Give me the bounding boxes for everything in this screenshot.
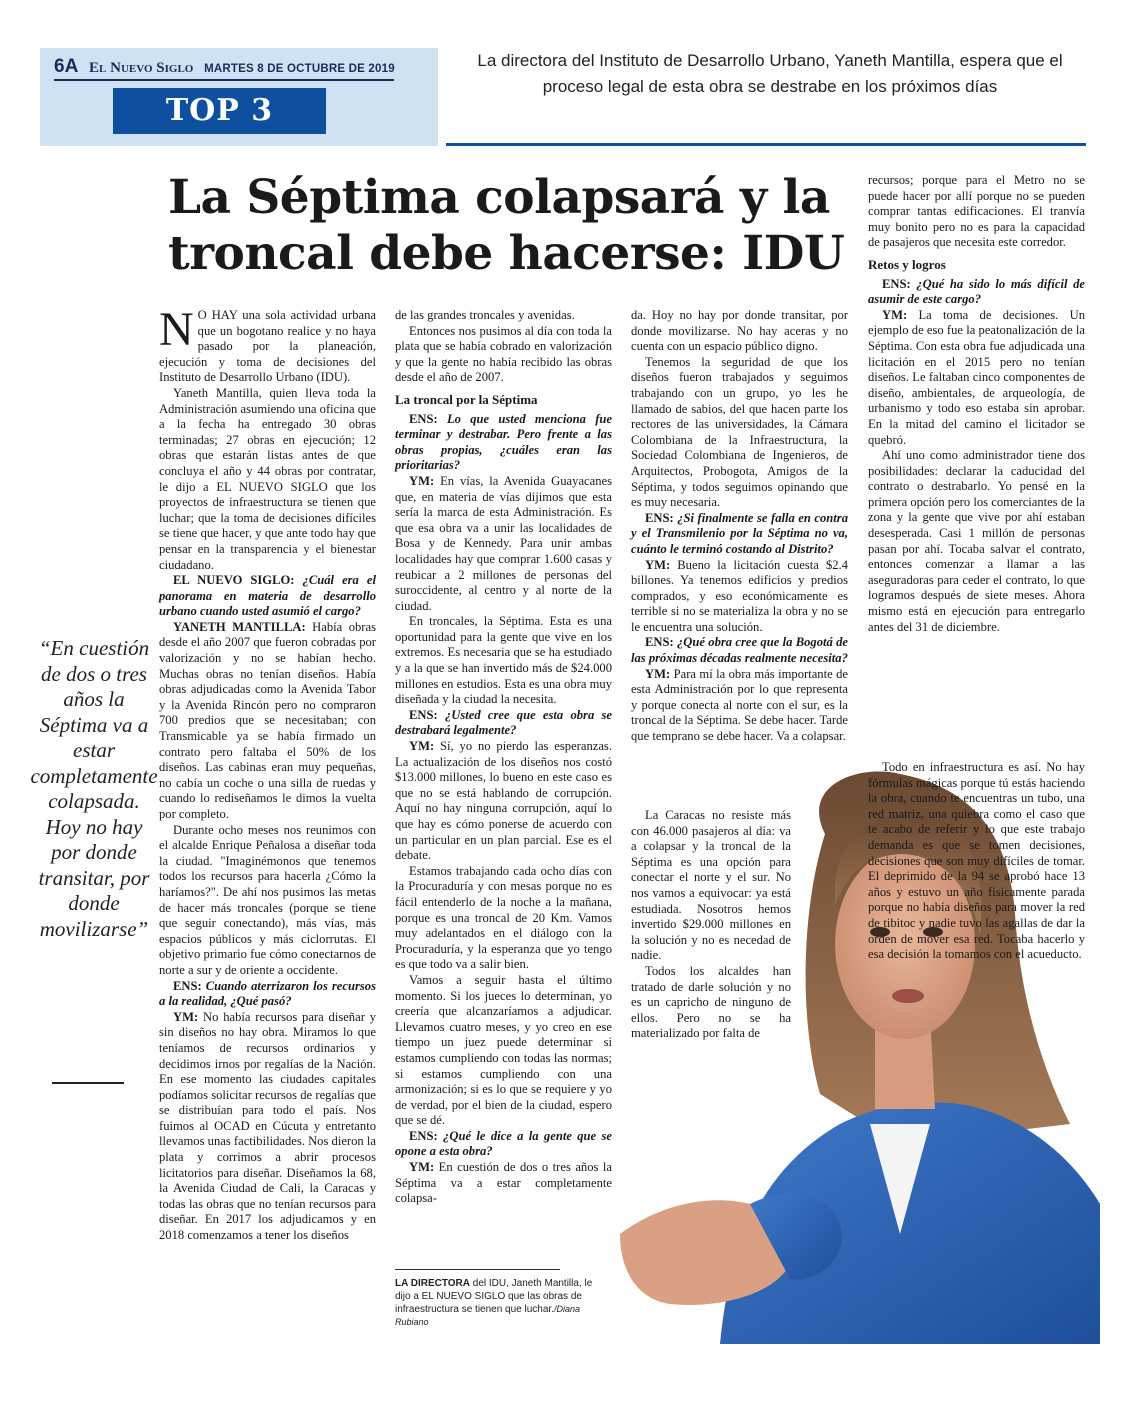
article-column-1 <box>159 303 376 1244</box>
interview-question: ENS: ¿Qué le dice a la gente que se opone a esta obra? <box>395 1128 612 1159</box>
interview-question: ENS: Lo que usted menciona fue terminar y destrabar. Pero frente a las obras propias, ¿cuáles eran las prioritarias? <box>395 411 612 473</box>
interview-question: ENS: ¿Si finalmente se falla en contra y el Transmilenio por la Séptima no va, cuánto le terminó costando al Distrito? <box>631 510 848 556</box>
caption-rule <box>395 1269 560 1270</box>
interview-question: ENS: ¿Usted cree que esta obra se destrabará legalmente? <box>395 707 612 738</box>
section-badge: TOP 3 <box>113 88 326 134</box>
interview-answer: YM: Sí, yo no pierdo las esperanzas. La actualización de los diseños nos costó $13.000 millones, lo bueno en este caso es que no se está hablando de corrupción. Aquí no hay ninguna corrupción, aquí lo que hay es cómo ponerse de acuerdo con un particular en un plan parcial. Ese es el debate. <box>395 739 612 863</box>
paragraph: recursos; porque para el Metro no se puede hacer por allí porque no se pueden comprar tantas edificaciones. El tranvía muy bonito pero no es para la capacidad de pasajeros que necesita este corredor. <box>868 173 1085 250</box>
issue-date: MARTES 8 DE OCTUBRE DE 2019 <box>204 63 395 75</box>
interview-answer: YM: En vías, la Avenida Guayacanes que, en materia de vías dijimos que esta sería la marca de esta Administración. Es que esa obra va a unir las localidades de Bosa y de Kennedy. Para unir ambas localidades hay que comprar 1.600 casas y reubicar a 2 millones de personas del suroccidente, al centro y al norte de la ciudad. <box>395 473 612 613</box>
interview-question: EL NUEVO SIGLO: ¿Cuál era el panorama en materia de desarrollo urbano cuando usted asumió el cargo? <box>159 573 376 619</box>
photo-credit: /Diana Rubiano <box>395 1304 580 1327</box>
subheading: Retos y logros <box>868 256 946 272</box>
newspaper-name: El Nuevo Siglo <box>89 60 194 76</box>
pull-quote-rule <box>52 1082 124 1084</box>
paragraph: O HAY una sola actividad urbana que un bogotano realice y no haya pasado por la planeación, ejecución y toma de decisiones del Instituto de Desarrollo Urbano (IDU). <box>159 308 376 385</box>
article-column-2 <box>395 308 612 1207</box>
paragraph: de las grandes troncales y avenidas. <box>395 308 575 322</box>
paragraph: Durante ocho meses nos reunimos con el alcalde Enrique Peñalosa a diseñar toda la ciudad. "Imaginémonos que tenemos todos los recursos para hacerla ¿Cómo la haríamos?". De ahí nos pusimos las metas de hacer más troncales (porque se tiene que seguir conectando), más vías, más espacios públicos y más ciclorrutas. El objetivo primario fue cómo conectarnos de norte a sur y de oriente a occidente. <box>159 822 376 977</box>
paragraph: Todos los alcaldes han tratado de darle solución y no es un capricho de ninguno de ellos. Pero no se ha materializado por falta de <box>631 963 791 1041</box>
page-number: 6A <box>54 56 79 77</box>
interview-answer: YANETH MANTILLA: Había obras desde el año 2007 que fueron cobradas por valorización y no se habían hecho. Muchas obras no tenían diseños. Había obras adjudicadas como la Avenida Tabor y la Avenida Rincón pero no compraron 700 predios que se necesitaban; con Transmicable ya se había firmado un contrato pero faltaba el 50% de los diseños. Las cabinas eran muy pequeñas, no cabía un coche o una silla de ruedas y cuando lo rediseñamos le dimos la vuelta por completo. <box>159 619 376 821</box>
folio-rule <box>54 79 394 81</box>
interview-answer: YM: Bueno la licitación cuesta $2.4 billones. Ya tenemos edificios y predios comprados, y eso económicamente es terrible si no se materializa la obra y no se le encuentra una solución. <box>631 557 848 634</box>
paragraph: La Caracas no resiste más con 46.000 pasajeros al día: va a colapsar y la troncal de la Séptima es una opción para conectar el norte y el sur. No nos vamos a equivocar: ya está estudiada. Nosotros hemos invertido $29.000 millones en la solución y no es necedad de nadie. <box>631 808 791 963</box>
paragraph: da. Hoy no hay por donde transitar, por donde movilizarse. No hay aceras y no cuenta con un espacio público digno. <box>631 308 848 354</box>
photo-caption: LA DIRECTORA del IDU, Janeth Mantilla, le dijo a EL NUEVO SIGLO que las obras de infraestructura se tienen que luchar./Diana Rubiano <box>395 1278 593 1327</box>
headline: La Séptima colapsará y la troncal debe hacerse: IDU <box>168 170 845 281</box>
interview-question: ENS: ¿Qué ha sido lo más difícil de asumir de este cargo? <box>868 276 1085 307</box>
paragraph: En troncales, la Séptima. Esta es una oportunidad para la gente que vive en los extremos. Es necesaria que se ha estudiado y a la que se han invertido más de $24.000 millones en estudios. Esta es una obra muy diseñada y la ciudad la necesita. <box>395 614 612 707</box>
paragraph: Entonces nos pusimos al día con toda la plata que se había cobrado en valorización y que la gente no había recibido las obras desde el año de 2007. <box>395 323 612 385</box>
drop-cap: N <box>159 303 194 356</box>
article-column-3 <box>631 308 848 745</box>
paragraph: Tenemos la seguridad de que los diseños fueron trabajados y seguimos trabajando con un grupo, yo les he llamado de sabios, del que hacen parte los rectores de las universidades, la Cámara Colombiana de la Infraestructura, la Sociedad Colombiana de Ingenieros, de Arquitectos, Probogota, Amigos de la Séptima, y todos seguimos opinando que es muy necesaria. <box>631 354 848 510</box>
paragraph: Yaneth Mantilla, quien lleva toda la Administración asumiendo una oficina que a la fecha ha entregado 30 obras terminadas; 27 obras en ejecución; 12 obras que estarán listas antes de que concluya el año y 44 obras por contratar, le dijo a EL NUEVO SIGLO que los proyectos de infraestructura se tienen que luchar; que la toma de decisiones difíciles se tiene que hacer, y que ante todo hay que pensar en la transparencia y el bienestar ciudadano. <box>159 385 376 572</box>
interview-question: ENS: ¿Qué obra cree que la Bogotá de las próximas décadas realmente necesita? <box>631 635 848 666</box>
paragraph: Estamos trabajando cada ocho días con la Procuraduría y con mesas porque no es fácil entenderlo de la noche a la mañana, porque es una troncal de 20 Km. Vamos muy adelantados en el diálogo con la Procuraduría, y la esperanza que yo tengo es que todo va a salir bien. <box>395 863 612 972</box>
interview-answer: YM: No había recursos para diseñar y sin diseños no hay obra. Miramos lo que teníamos de recursos ordinarios y decidimos irnos por regalías de la Nación. En ese momento las ciudades capitales podíamos solicitar recursos de regalías que se distribuían para todo el país. Nos fuimos al OCAD en Cúcuta y entretanto llevamos unas factibilidades. Nos dieron la plata y corrimos a abrir procesos licitatorios para diseñar. Diseñamos la 68, la Avenida Ciudad de Cali, la Caracas y todas las obras que no tenían recursos para diseñar. En 2017 los adjudicamos y en 2018 comenzamos a tener los diseños <box>159 1009 376 1243</box>
folio <box>54 56 395 78</box>
pull-quote: “En cuestión de dos o tres años la Séptima va a estar completamente colapsada. Hoy no hay por donde transitar, por donde movilizarse” <box>30 636 158 941</box>
interview-question: ENS: Cuando aterrizaron los recursos a la realidad, ¿Qué pasó? <box>159 978 376 1009</box>
article-column-4-wrap <box>868 760 1085 963</box>
paragraph: Todo en infraestructura es así. No hay fórmulas mágicas porque tú estás haciendo la obra, cuando te encuentras un tubo, una red matriz, una quiebra como el caso que te acabo de referir y lo que este trabajo demanda es que se tomen decisiones, decisiones que son muy difíciles de tomar. El deprimido de la 94 se aprobó hace 13 años y estuvo un año físicamente parada porque no había diseños para mover la red de tibitoc y nadie tuvo las agallas de dar la orden de mover esa red. Tocaba hacerlo y esa decisión la tomamos con el acueducto. <box>868 760 1085 962</box>
article-column-3-wrap <box>631 808 791 1042</box>
paragraph: Ahí uno como administrador tiene dos posibilidades: declarar la caducidad del contrato o destrabarlo. Yo pensé en la primera opción pero los comerciantes de la zona y la gente que vive por ahí estaban desesperada. Casi 1 millón de personas pasan por ahí. Tocaba salvar el contrato, entonces comenzar a llamar a las aseguradoras para ceder el contrato, lo que logramos después de siete meses. Ahora mismo está en ejecución para entregarlo antes del 31 de diciembre. <box>868 448 1085 634</box>
article-column-4 <box>868 173 1085 635</box>
kicker-summary: La directora del Instituto de Desarrollo Urbano, Yaneth Mantilla, espera que el proceso legal de esta obra se destrabe en los próximos días <box>477 51 1063 96</box>
interview-answer: YM: En cuestión de dos o tres años la Séptima va a estar completamente colapsa- <box>395 1160 612 1206</box>
subheading: La troncal por la Séptima <box>395 391 538 407</box>
kicker-rule <box>446 143 1086 146</box>
paragraph: Vamos a seguir hasta el último momento. Si los jueces lo determinan, yo creería que alcanzaríamos a adjudicar. Llevamos cuatro meses, y yo creo en ese tiempo un juez puede determinar si estamos cumpliendo con todas las normas; si estamos cumpliendo con una armonización; si es lo que se requiere y yo de verdad, por el bien de la ciudad, espero que se dé. <box>395 972 612 1128</box>
interview-answer: YM: Para mí la obra más importante de esta Administración por lo que representa y porque conecta al norte con el sur, es la troncal de la Séptima. Se debe hacer. Tarde que temprano se debe hacer. Va a colapsar. <box>631 666 848 744</box>
interview-answer: YM: La toma de decisiones. Un ejemplo de eso fue la peatonalización de la Séptima. Con esta obra fue adjudicada una licitación en el 2015 pero no tenían diseños. Le faltaban cinco componentes de diseño, ambientales, de arqueología, de urbanismo y todo eso estaba sin aprobar. En la mitad del camino el licitador se quebró. <box>868 307 1085 447</box>
